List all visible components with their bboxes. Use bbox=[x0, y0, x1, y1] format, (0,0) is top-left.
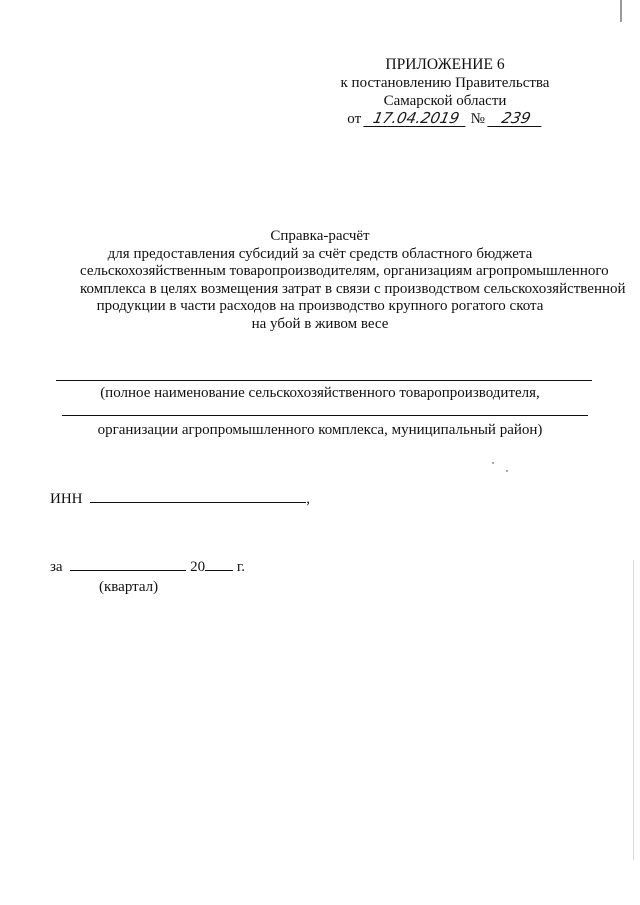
year-blank bbox=[205, 558, 233, 571]
name-field-line-1 bbox=[56, 380, 592, 381]
appendix-title: ПРИЛОЖЕНИЕ 6 bbox=[385, 56, 505, 73]
title-line: сельскохозяйственным товаропроизводителям, организациям агропромышленного bbox=[80, 263, 609, 279]
handwritten-number: 239 bbox=[487, 111, 544, 127]
scan-mark bbox=[620, 0, 622, 22]
period-year: 20 bbox=[190, 559, 206, 575]
title-line: комплекса в целях возмещения затрат в связи с производством сельскохозяйственной bbox=[80, 280, 626, 297]
inn-suffix: , bbox=[306, 491, 310, 507]
period-prefix: за bbox=[50, 559, 63, 575]
appendix-line-1: к постановлению Правительства bbox=[340, 75, 550, 91]
quarter-caption: (квартал) bbox=[99, 579, 159, 595]
appendix-date-line bbox=[320, 110, 570, 128]
appendix-block bbox=[320, 56, 570, 128]
scan-speck bbox=[506, 470, 508, 472]
scan-speck bbox=[492, 462, 494, 464]
caption-full-name: (полное наименование сельскохозяйственного товаропроизводителя, bbox=[100, 385, 540, 401]
number-prefix: № bbox=[470, 111, 485, 127]
inn-label: ИНН bbox=[50, 491, 83, 507]
document-title bbox=[80, 228, 626, 333]
appendix-line-2: Самарской области bbox=[383, 93, 507, 109]
inn-blank bbox=[90, 490, 306, 503]
name-field-line-2 bbox=[62, 415, 588, 416]
handwritten-date: 17.04.2019 bbox=[363, 111, 468, 127]
title-line: на убой в живом весе bbox=[251, 315, 389, 332]
inn-field bbox=[50, 490, 310, 508]
date-prefix: от bbox=[347, 111, 362, 127]
caption-organization: организации агропромышленного комплекса, муниципальный район) bbox=[97, 422, 543, 438]
title-line: для предоставления субсидий за счёт средств областного бюджета bbox=[107, 245, 533, 262]
period-suffix: г. bbox=[236, 559, 246, 575]
scan-edge bbox=[633, 560, 634, 860]
quarter-blank bbox=[70, 558, 186, 571]
title-line: продукции в части расходов на производство крупного рогатого скота bbox=[96, 298, 544, 314]
title-line: Справка-расчёт bbox=[270, 228, 370, 244]
period-field bbox=[50, 558, 245, 576]
